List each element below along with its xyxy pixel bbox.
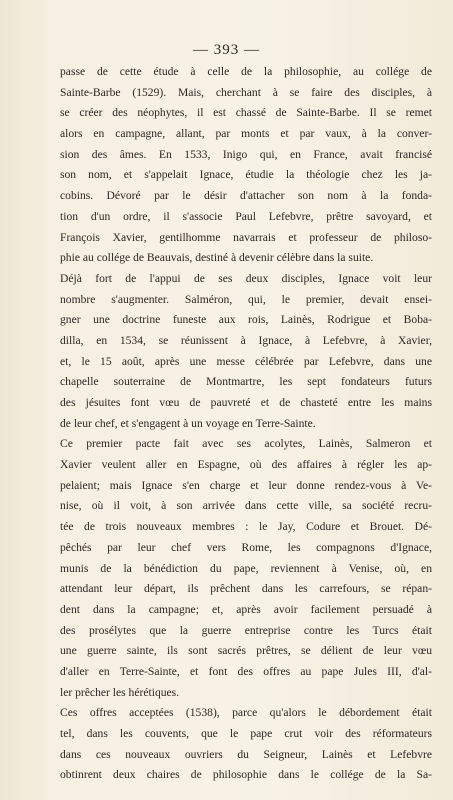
text-line: dent dans la campagne; et, après avoir facilement persuadé à (60, 602, 432, 616)
text-line: pelaient; mais Ignace s'en charge et leur donne rendez-vous à Ve- (60, 478, 432, 492)
text-line: François Xavier, gentilhomme navarrais et professeur de philoso- (60, 230, 432, 244)
text-line: Ces offres acceptées (1538), parce qu'alors le débordement était (60, 706, 432, 720)
text-line: nombre s'augmenter. Salméron, qui, le premier, devait ensei- (60, 292, 432, 306)
text-line: dilla, en 1534, se réunissent à Ignace, à Lefebvre, à Xavier, (60, 333, 432, 347)
text-line: Déjà fort de l'appui de ses deux disciples, Ignace voit leur (60, 271, 432, 285)
body-text (60, 62, 432, 786)
text-line: cobins. Dévoré par le désir d'attacher son nom à la fonda- (60, 189, 432, 203)
text-line: de leur chef, et s'engagent à un voyage en Terre-Sainte. (60, 416, 316, 430)
text-line: Ce premier pacte fait avec ses acolytes, Lainès, Salmeron et (60, 437, 432, 451)
text-line: une guerre sainte, ils sont sacrés prêtres, se délient de leur vœu (60, 644, 432, 658)
page-number: — 393 — (193, 42, 260, 58)
text-line: son nom, et s'appelait Ignace, étudie la théologie chez les ja- (60, 168, 432, 182)
text-line: obtinrent deux chaires de philosophie dans le collége de la Sa- (60, 768, 432, 782)
text-line: nise, où il voit, à son arrivée dans cette ville, sa société recru- (60, 499, 432, 513)
text-line: attendant leur départ, ils prêchent dans les carrefours, se répan- (60, 582, 432, 596)
text-line: se créer des néophytes, il est chassé de Sainte-Barbe. Il se remet (60, 106, 432, 120)
text-line: Sainte-Barbe (1529). Mais, cherchant à se faire des disciples, à (60, 85, 432, 99)
text-line: d'aller en Terre-Sainte, et font des offres au pape Jules III, d'al- (60, 664, 432, 678)
text-line: munis de la bénédiction du pape, reviennent à Venise, où, en (60, 561, 432, 575)
text-line: alors en campagne, allant, par monts et par vaux, à la conver- (60, 127, 432, 141)
text-line: phie au collége de Beauvais, destiné à devenir célèbre dans la suite. (60, 251, 374, 265)
text-line: dans ces nouveaux ouvriers du Seigneur, Lainès et Lefebvre (60, 747, 432, 761)
text-line: des prosélytes que la guerre entreprise contre les Turcs était (60, 623, 432, 637)
text-line: chapelle souterraine de Montmartre, les sept fondateurs futurs (60, 375, 432, 389)
text-line: passe de cette étude à celle de la philosophie, au collége de (60, 65, 432, 78)
text-line: tée de trois nouveaux membres : le Jay, Codure et Brouet. Dé- (60, 520, 432, 534)
text-line: pêchés par leur chef vers Rome, les compagnons d'Ignace, (60, 540, 432, 554)
text-line: ler prêcher les hérétiques. (60, 685, 180, 699)
text-line: tion d'un ordre, il s'associe Paul Lefebvre, prêtre savoyard, et (60, 209, 432, 223)
text-line: tel, dans les couvents, que le pape crut voir des réformateurs (60, 727, 432, 740)
text-line: et, le 15 août, après une messe célébrée par Lefebvre, dans une (60, 354, 432, 368)
text-line: sion des âmes. En 1533, Inigo qui, en France, avait francisé (60, 147, 432, 161)
text-line: gner une doctrine funeste aux rois, Lainès, Rodrigue et Boba- (60, 313, 432, 327)
text-line: Xavier veulent aller en Espagne, où des affaires à régler les ap- (60, 458, 432, 472)
text-line: des jésuites font vœu de pauvreté et de chasteté entre les mains (60, 396, 432, 409)
